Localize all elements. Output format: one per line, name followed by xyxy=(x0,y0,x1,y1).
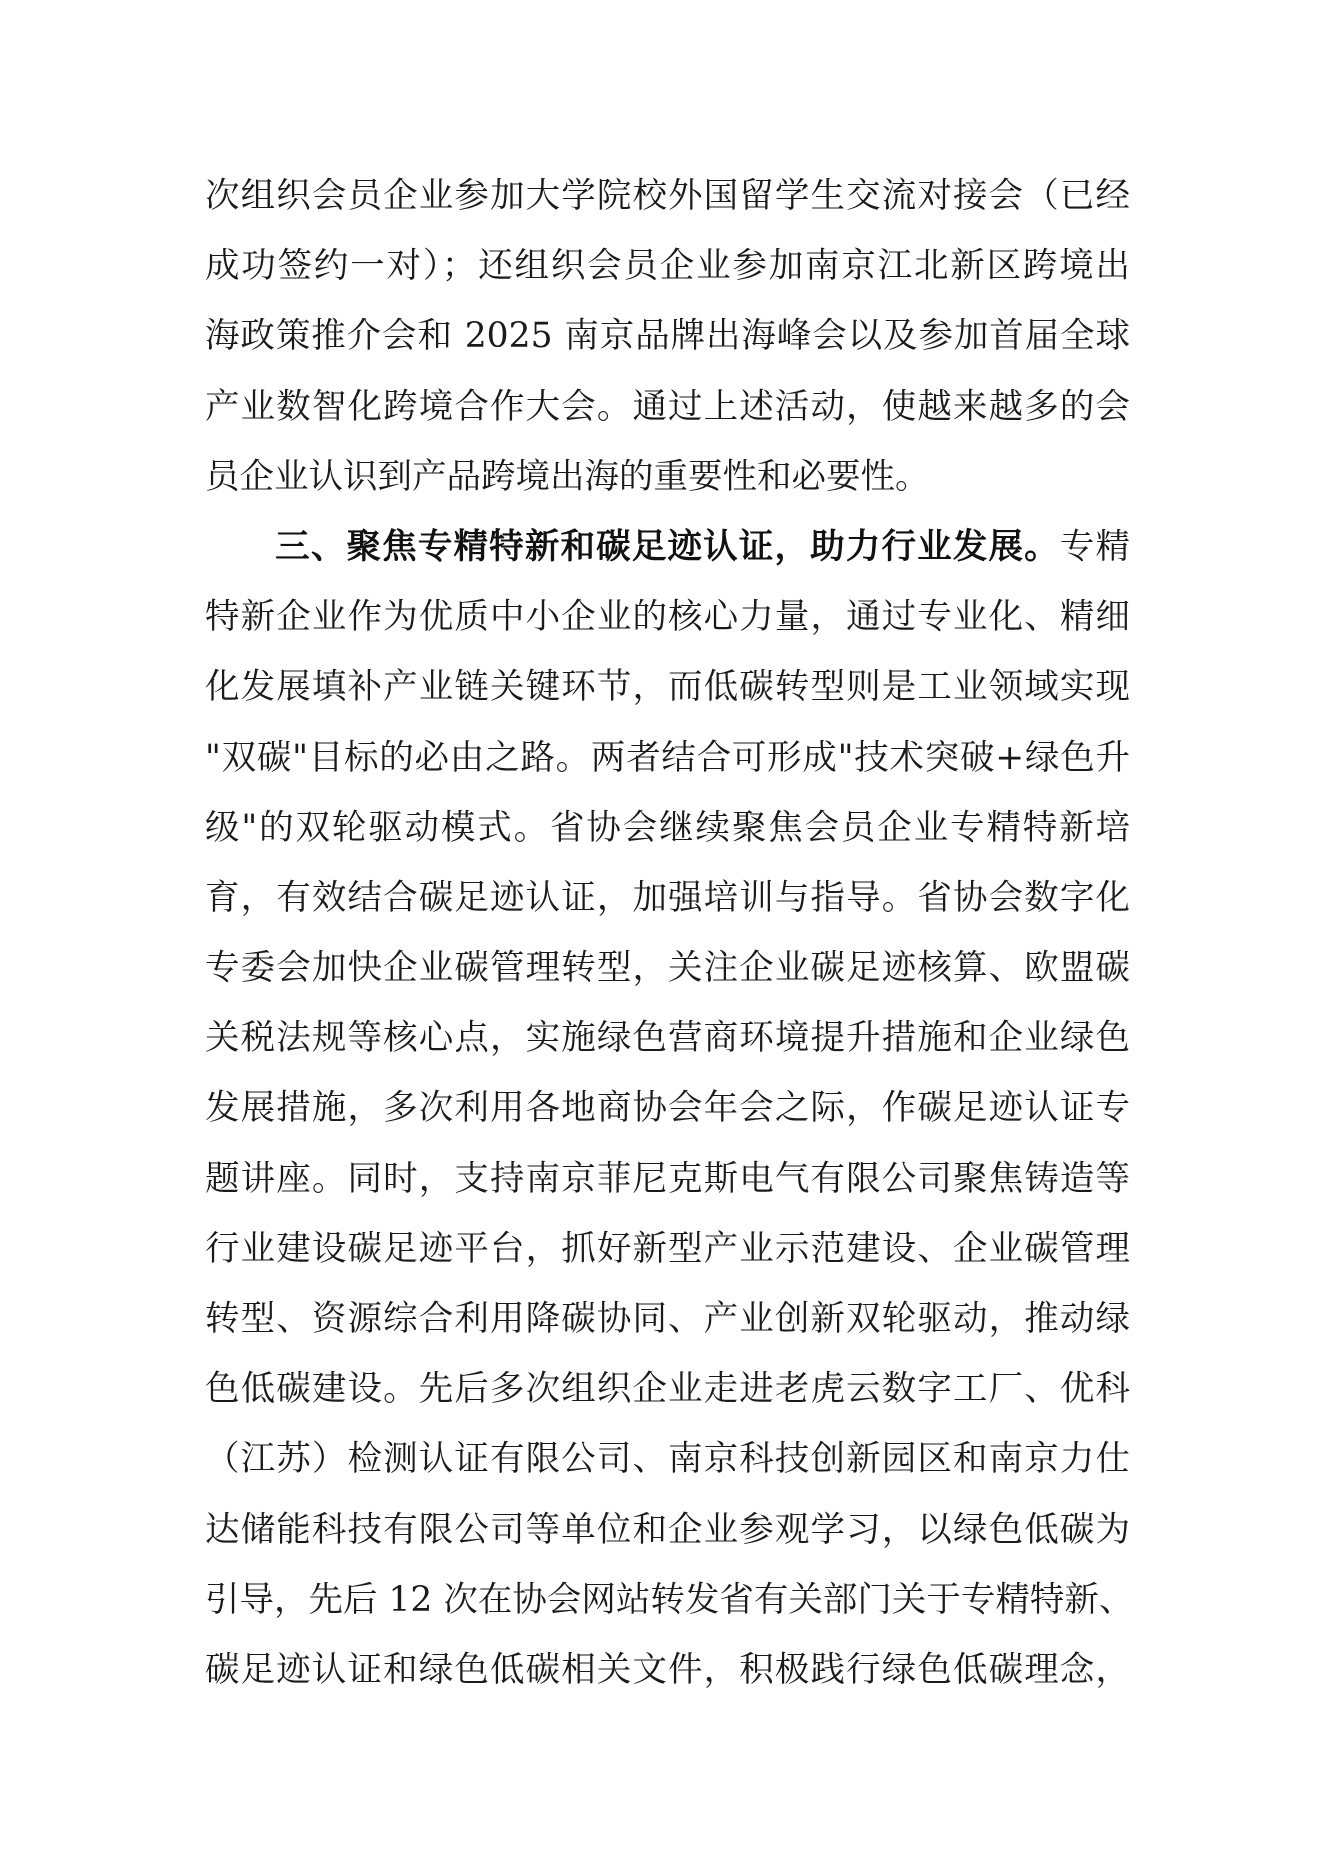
paragraph-2-first-line xyxy=(205,512,1130,582)
paragraph-2-line-15: 达储能科技有限公司等单位和企业参观学习，以绿色低碳为 xyxy=(205,1509,1130,1550)
section-heading: 三、聚焦专精特新和碳足迹认证，助力行业发展。 xyxy=(274,526,1060,567)
paragraph-2-line-16: 引导，先后 12 次在协会网站转发省有关部门关于专精特新、 xyxy=(205,1579,1134,1620)
body-text xyxy=(205,161,1134,1705)
paragraph-1-line-3: 海政策推介会和 2025 南京品牌出海峰会以及参加首届全球 xyxy=(205,316,1130,357)
paragraph-2-line-3: 化发展填补产业链关键环节，而低碳转型则是工业领域实现 xyxy=(205,667,1130,708)
paragraph-2-line-14: （江苏）检测认证有限公司、南京科技创新园区和南京力仕 xyxy=(205,1439,1130,1480)
paragraph-2-line-4: "双碳"目标的必由之路。两者结合可形成"技术突破+绿色升 xyxy=(205,737,1130,778)
paragraph-2-line-6: 育，有效结合碳足迹认证，加强培训与指导。省协会数字化 xyxy=(205,877,1130,918)
paragraph-1-line-2: 成功签约一对）；还组织会员企业参加南京江北新区跨境出 xyxy=(205,246,1130,287)
paragraph-2-line-2: 特新企业作为优质中小企业的核心力量，通过专业化、精细 xyxy=(205,597,1130,638)
paragraph-1-line-1: 次组织会员企业参加大学院校外国留学生交流对接会（已经 xyxy=(205,176,1130,216)
paragraph-2-line-17: 碳足迹认证和绿色低碳相关文件，积极践行绿色低碳理念， xyxy=(205,1649,1130,1690)
paragraph-1-line-4: 产业数智化跨境合作大会。通过上述活动，使越来越多的会 xyxy=(205,386,1130,427)
paragraph-2-line-11: 行业建设碳足迹平台，抓好新型产业示范建设、企业碳管理 xyxy=(205,1228,1130,1269)
paragraph-1-line-5: 员企业认识到产品跨境出海的重要性和必要性。 xyxy=(205,456,930,497)
paragraph-2-line-8: 关税法规等核心点，实施绿色营商环境提升措施和企业绿色 xyxy=(205,1018,1130,1059)
paragraph-2-line-7: 专委会加快企业碳管理转型，关注企业碳足迹核算、欧盟碳 xyxy=(205,948,1130,989)
paragraph-2-line-10: 题讲座。同时，支持南京菲尼克斯电气有限公司聚焦铸造等 xyxy=(205,1158,1130,1199)
paragraph-2-line-9: 发展措施，多次利用各地商协会年会之际，作碳足迹认证专 xyxy=(205,1088,1130,1129)
paragraph-2-line-5: 级"的双轮驱动模式。省协会继续聚焦会员企业专精特新培 xyxy=(205,807,1130,848)
paragraph-2-line-12: 转型、资源综合利用降碳协同、产业创新双轮驱动，推动绿 xyxy=(205,1299,1130,1339)
paragraph-2-line-13: 色低碳建设。先后多次组织企业走进老虎云数字工厂、优科 xyxy=(205,1369,1130,1410)
paragraph-2-first-line-rest: 专精 xyxy=(1059,526,1131,567)
